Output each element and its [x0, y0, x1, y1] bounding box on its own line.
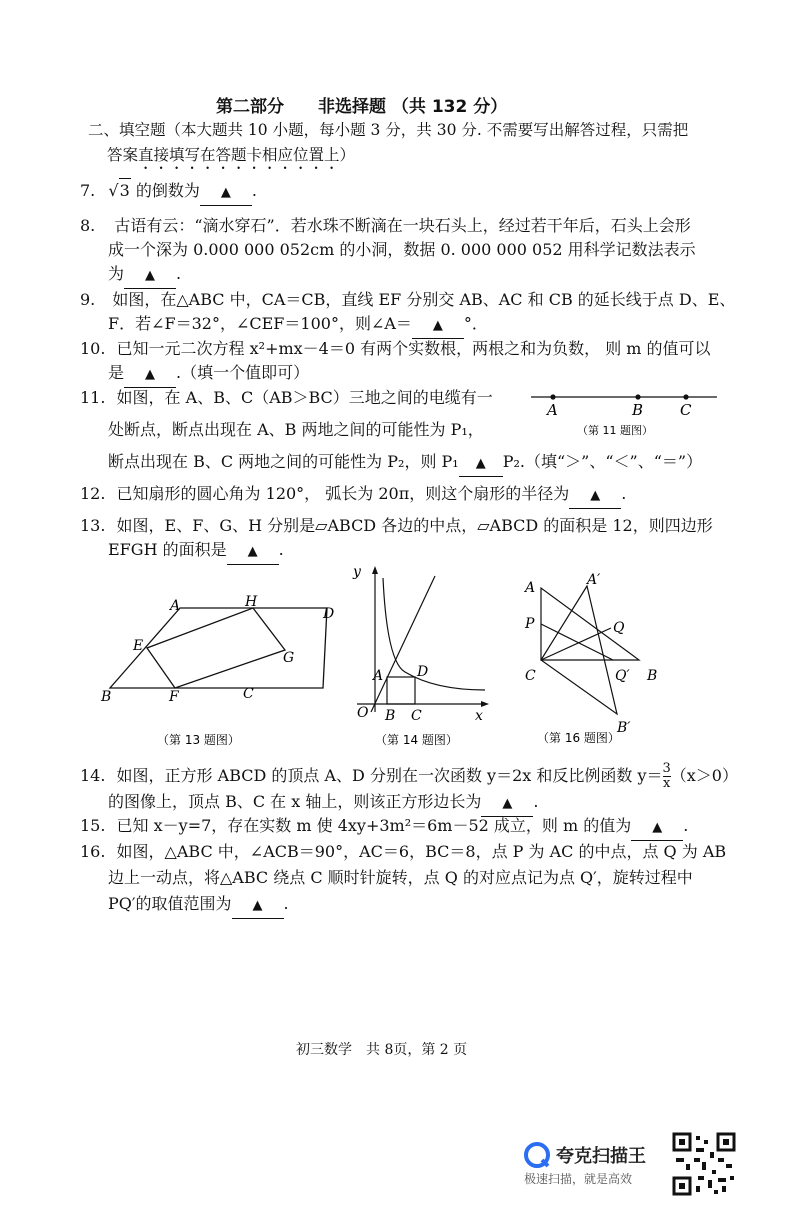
answer-blank[interactable]: ▲: [124, 262, 176, 289]
scanner-watermark: [524, 1138, 664, 1186]
label-a-prime: A′: [587, 572, 601, 588]
label-f: F: [169, 689, 179, 705]
point-a-label: A: [547, 401, 558, 419]
scanner-logo-icon: [524, 1142, 550, 1168]
question-15: 15. 已知 x－y=7，存在实数 m 使 4xy+3m²＝6m－52 成立，则 m 的值为 ▲ .: [80, 814, 688, 841]
question-8: 8. 古语有云：“滴水穿石”．若水珠不断滴在一块石头上，经过若干年后，石头上会形: [80, 216, 691, 235]
label-q-prime: Q′: [615, 668, 630, 684]
section-instructions: 二、填空题（本大题共 10 小题，每小题 3 分，共 30 分. 不需要写出解答过程，只需把: [88, 121, 689, 139]
part-title: 第二部分 非选择题 （共 132 分）: [216, 97, 508, 117]
figure-16-caption: （第 16 题图）: [537, 731, 620, 745]
figure-11-number-line: [525, 384, 725, 440]
answer-blank[interactable]: ▲: [459, 450, 503, 477]
answer-blank[interactable]: ▲: [481, 790, 533, 817]
qr-code-icon: [672, 1132, 736, 1196]
section-instructions-line2: 答案直接填写在答题卡相应位置上）: [107, 146, 356, 164]
page-footer: 初三数学 共 8页，第 2 页: [296, 1042, 468, 1058]
figure-14-graph: [335, 562, 495, 752]
label-c: C: [411, 708, 422, 724]
label-g: G: [283, 650, 295, 666]
answer-blank[interactable]: ▲: [412, 312, 464, 339]
label-b-prime: B′: [617, 720, 631, 736]
question-8-line2: 成一个深为 0.000 000 052cm 的小洞，数据 0. 000 000 052 用科学记数法表示: [108, 240, 696, 259]
question-11-line2: 处断点，断点出现在 A、B 两地之间的可能性为 P₁，: [108, 420, 484, 439]
label-e: E: [133, 638, 144, 654]
radicand: 3: [119, 178, 131, 203]
question-7: 7. √3 的倒数为 ▲ .: [80, 178, 257, 206]
figure-13-parallelogram: [95, 588, 355, 750]
label-a: A: [373, 668, 384, 684]
answer-blank[interactable]: ▲: [232, 892, 284, 919]
question-16-line2: 边上一动点，将△ABC 绕点 C 顺时针旋转，点 Q 的对应点记为点 Q′，旋转过程中: [108, 868, 693, 887]
question-13-line2: EFGH 的面积是 ▲ .: [108, 538, 284, 565]
question-14: 14. 如图，正方形 ABCD 的顶点 A、D 分别在一次函数 y＝2x 和反比例函数 y＝ $\frac{3}{x}$ （x＞0）: [80, 761, 738, 791]
watermark-slogan: 极速扫描，就是高效: [524, 1172, 633, 1186]
answer-blank[interactable]: ▲: [227, 538, 279, 565]
label-d: D: [323, 606, 335, 622]
point-c-label: C: [680, 401, 692, 419]
figure-13-caption: （第 13 题图）: [157, 733, 240, 747]
label-q: Q: [613, 620, 625, 636]
question-8-line3: 为 ▲ .: [108, 262, 181, 289]
point-b-label: B: [632, 401, 644, 419]
question-9: 9. 如图，在△ABC 中，CA＝CB，直线 EF 分别交 AB、AC 和 CB 的延长线于点 D、E、: [80, 290, 736, 309]
question-13: 13. 如图，E、F、G、H 分别是▱ABCD 各边的中点，▱ABCD 的面积是 12，则四边形: [80, 516, 713, 535]
label-a: A: [170, 598, 181, 614]
answer-blank[interactable]: ▲: [631, 814, 683, 841]
figure-14-caption: （第 14 题图）: [375, 733, 458, 747]
watermark-brand: 夸克扫描王: [556, 1146, 646, 1167]
question-10-line2: 是 ▲ .（填一个值即可）: [108, 361, 309, 388]
label-o: O: [357, 705, 369, 721]
label-h: H: [245, 594, 258, 610]
question-16-line3: PQ′的取值范围为 ▲ .: [108, 892, 289, 919]
label-y: y: [353, 564, 361, 580]
question-9-line2: F．若∠F＝32°，∠CEF＝100°，则∠A＝ ▲ °．: [108, 312, 488, 339]
label-c: C: [525, 668, 536, 684]
figure-11-caption: （第 11 题图）: [577, 424, 653, 437]
label-a: A: [525, 580, 536, 596]
label-d: D: [417, 664, 429, 680]
emphasis-text: 直接填写在答题卡相应位置上: [138, 146, 340, 164]
label-b: B: [101, 689, 112, 705]
question-10: 10. 已知一元二次方程 x²+mx－4＝0 有两个实数根，两根之和为负数， 则 m 的值可以: [80, 339, 711, 358]
question-11: 11. 如图，在 A、B、C（AB＞BC）三地之间的电缆有一: [80, 388, 493, 407]
question-14-line2: 的图像上，顶点 B、C 在 x 轴上，则该正方形边长为 ▲ .: [108, 790, 538, 817]
fraction-3-over-x: $\frac{3}{x}$: [662, 761, 671, 791]
label-b: B: [647, 668, 658, 684]
label-b: B: [385, 708, 396, 724]
answer-blank[interactable]: ▲: [569, 482, 621, 509]
question-12: 12. 已知扇形的圆心角为 120°， 弧长为 20π，则这个扇形的半径为 ▲ .: [80, 482, 626, 509]
label-x: x: [475, 708, 483, 724]
figure-16-triangles: [515, 570, 680, 750]
question-11-line3: 断点出现在 B、C 两地之间的可能性为 P₂，则 P₁ ▲ P₂.（填“＞”、“＜”、“＝”）: [108, 450, 702, 477]
label-c: C: [243, 686, 254, 702]
label-p: P: [525, 616, 535, 632]
answer-blank[interactable]: ▲: [124, 361, 176, 388]
question-16: 16. 如图，△ABC 中，∠ACB＝90°，AC＝6，BC＝8，点 P 为 AC 的中点，点 Q 为 AB: [80, 842, 727, 861]
answer-blank[interactable]: ▲: [200, 179, 252, 206]
